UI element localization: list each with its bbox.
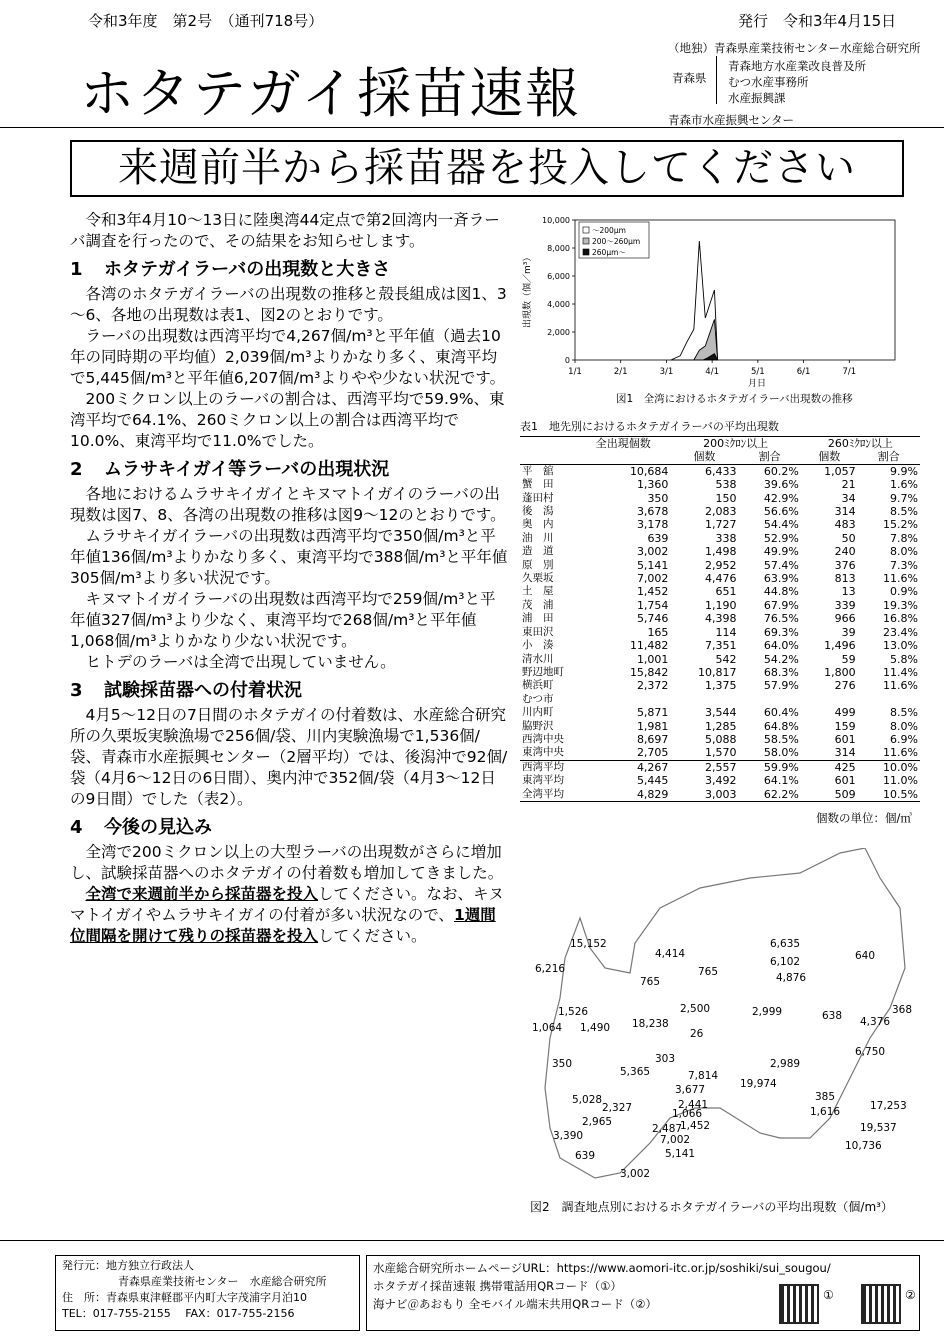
cell-r200: 64.1% [763,774,799,788]
footer-links [366,1255,920,1331]
map-station-value: 303 [655,1053,676,1065]
cell-r200: 49.9% [763,545,799,559]
cell-c260: 50 [841,531,856,545]
cell-r260: 8.5% [890,706,918,720]
table-1-title: 表1 地先別におけるホタテガイラーバの平均出現数 [520,420,779,433]
map-station-value: 1,526 [558,1006,589,1018]
section-1-p3: 200ミクロン以上のラーバの割合は、西湾平均で59.9%、東湾平均で64.1%、260ミクロン以上の割合は西湾平均で10.0%、東湾平均で11.0%でした。 [70,390,505,450]
section-3-p1: 4月5～12日の7日間のホタテガイの付着数は、水産総合研究所の久栗坂実験漁場で256個/袋、川内実験漁場で1,536個/袋、青森市水産振興センター（2層平均）では、後潟沖で92個/袋（4月6～12日の6日間）、奥内沖で352個/袋（4月3～12日の9日間）でした（表2）。 [70,706,508,808]
cell-total: 165 [647,625,669,639]
cell-c260: 13 [841,585,856,599]
cell-total: 4,829 [576,788,670,802]
cell-r200: 58.0% [763,746,799,760]
cell-r200: 52.9% [763,531,799,545]
cell-c200: 1,285 [704,719,737,733]
cell-c260 [801,693,858,706]
th-ratio-260: 割合 [858,450,920,464]
publisher-org-3: 水産振興課 [728,91,786,105]
map-station-value: 640 [855,950,876,962]
cell-name: 脇野沢 [522,719,554,732]
chart-title: 図1 全湾におけるホタテガイラーバ出現数の推移 [616,393,853,405]
figure-2-map [520,848,920,1188]
cell-r200: 44.8% [763,585,799,599]
table-row [520,464,920,478]
cell-c200: 3,544 [704,706,737,720]
issue-number: 令和3年度 第2号 （通刊718号） [88,12,324,30]
section-4-p1: 全湾で200ミクロン以上の大型ラーバの出現数がさらに増加し、試験採苗器へのホタテガイの付着数も増加してきました。 [70,843,504,882]
section-1-p2: ラーバの出現数は西湾平均で4,267個/m³と平年値（過去10年の同時期の平均値）2,039個/m³よりかなり多く、東湾平均で5,445個/m³と平年値6,207個/m³よりやや少ない状況です。 [70,327,506,387]
cell-c260: 59 [841,652,856,666]
chart-xtick-label: 7/1 [842,367,857,377]
cell-c260: 483 [834,518,856,532]
chart-legend-swatch [583,227,589,233]
table-row [520,626,920,639]
cell-r200: 64.0% [763,639,799,653]
header-divider [0,127,944,128]
cell-total: 1,452 [636,585,669,599]
cell-total: 2,705 [636,746,669,760]
cell-name: 蓬田村 [522,491,554,504]
map-station-value: 385 [815,1091,836,1103]
table-row [520,666,920,679]
cell-c260: 601 [834,774,856,788]
cell-r200: 59.9% [738,760,800,774]
section-2-p3: キヌマトイガイラーバの出現数は西湾平均で259個/m³と平年値327個/m³より少なく、東湾平均で268個/m³と平年値1,068個/m³よりかなり少ない状況です。 [70,590,496,650]
cell-r200: 62.2% [738,788,800,802]
table-row [520,653,920,666]
section-4-p2: 全湾で来週前半から採苗器を投入してください。なお、キヌマトイガイやムラサキイガイの付着が多い状況なので、1週間位間隔を開けて残りの採苗器を投入してください。 [70,885,504,945]
map-station-value: 1,064 [532,1022,563,1034]
footer-phone: TEL：017-755-2155 FAX：017-755-2156 [62,1307,295,1320]
map-station-value: 2,989 [770,1058,801,1070]
qr-code-2-icon[interactable] [861,1284,901,1324]
chart-xtick-label: 4/1 [705,367,719,377]
cell-c260: 509 [801,788,858,802]
map-station-value: 1,066 [672,1108,703,1120]
table-row [520,746,920,760]
cell-c260: 314 [834,505,856,519]
cell-c260: 1,057 [824,464,856,478]
cell-c200: 4,398 [704,612,737,626]
newsletter-title: ホタテガイ採苗速報 [80,62,582,125]
cell-name: 土 屋 [522,585,554,598]
cell-total: 3,002 [636,545,669,559]
cell-total: 8,697 [636,732,669,746]
cell-c200: 542 [715,652,737,666]
cell-c260: 34 [841,491,856,505]
section-2-heading: 2 ムラサキイガイ等ラーバの出現状況 [70,459,390,480]
cell-c200 [670,693,738,706]
table-row [520,788,920,802]
table-row [520,679,920,692]
map-station-value: 2,999 [752,1006,783,1018]
table-row [520,518,920,531]
map-station-value: 5,365 [620,1066,651,1078]
publisher-city: 青森市水産振興センター [668,113,795,127]
cell-r260: 10.5% [858,788,920,802]
map-station-value: 2,327 [602,1102,633,1114]
publisher-pref: 青森県 [672,71,707,85]
section-1-heading: 1 ホタテガイラーバの出現数と大きさ [70,259,391,280]
footer-publisher-name: 青森県産業技術センター 水産総合研究所 [118,1275,327,1288]
map-station-value: 10,736 [845,1140,882,1152]
map-station-value: 3,390 [553,1130,584,1142]
th-ratio-200: 割合 [738,450,800,464]
cell-name: 西湾平均 [520,760,576,774]
cell-name: 小 湊 [522,639,554,652]
cell-c260: 813 [834,572,856,586]
cell-r260: 7.3% [890,558,918,572]
chart-ytick-label: 8,000 [547,244,570,253]
map-station-value: 18,238 [632,1018,669,1030]
cell-r200: 58.5% [763,732,799,746]
cell-c260: 1,800 [824,665,856,679]
cell-r200: 67.9% [763,598,799,612]
map-station-value: 1,616 [810,1106,841,1118]
map-station-value: 6,635 [770,938,801,950]
cell-c200: 150 [715,491,737,505]
table-row [520,720,920,733]
cell-r200 [738,693,800,706]
cell-r260: 19.3% [883,598,918,612]
map-station-value: 639 [575,1150,596,1162]
table-row [520,733,920,746]
th-count-260: 個数 [801,450,858,464]
cell-total: 5,871 [636,706,669,720]
map-station-value: 6,216 [535,963,566,975]
cell-name: 後 潟 [522,505,554,518]
cell-c200: 1,375 [704,679,737,693]
table-1-grid [520,436,920,802]
table-header-row [520,437,920,451]
cell-name: 原 別 [522,558,554,571]
cell-r200: 57.4% [763,558,799,572]
cell-total: 5,445 [636,774,669,788]
issue-date: 発行 令和3年4月15日 [738,12,897,30]
cell-r260: 0.9% [890,585,918,599]
map-station-value: 7,002 [660,1134,691,1146]
headline: 来週前半から採苗器を投入してください [70,140,904,197]
figure-1-chart [520,208,900,406]
table-row [520,572,920,585]
chart-ylabel: 出現数（個／m³） [523,252,533,328]
cell-r260: 8.5% [890,505,918,519]
map-station-value: 17,253 [870,1100,907,1112]
chart-xtick-label: 2/1 [613,367,628,377]
table-row [520,706,920,719]
map-station-value: 7,814 [688,1070,719,1082]
cell-c200: 4,476 [704,572,737,586]
cell-r260: 5.8% [890,652,918,666]
cell-c200: 538 [715,478,737,492]
cell-r200: 76.5% [763,612,799,626]
cell-total: 5,141 [636,558,669,572]
footer-qr-1-note: ホタテガイ採苗速報 携帯電話用QRコード（①） [373,1279,622,1293]
cell-total: 3,178 [636,518,669,532]
cell-r200: 64.8% [763,719,799,733]
cell-r200: 54.4% [763,518,799,532]
cell-r260: 11.6% [883,746,918,760]
cell-c260: 425 [801,760,858,774]
map-station-value: 6,102 [770,956,801,968]
cell-c200: 2,952 [704,558,737,572]
chart-legend-label: ～200μm [592,226,626,235]
cell-r260: 16.8% [883,612,918,626]
cell-total: 10,684 [629,464,669,478]
map-station-value: 3,677 [675,1084,706,1096]
map-station-value: 2,500 [680,1003,711,1015]
cell-c200: 2,083 [704,505,737,519]
footer-address: 住 所：青森県東津軽郡平内町大字茂浦字月泊10 [62,1291,307,1304]
map-station-value: 4,876 [776,972,807,984]
cell-r260: 11.4% [883,665,918,679]
map-station-value: 4,376 [860,1016,891,1028]
cell-c200: 6,433 [704,464,737,478]
cell-r260: 23.4% [883,625,918,639]
cell-r260: 1.6% [890,478,918,492]
cell-r200: 69.3% [763,625,799,639]
cell-total: 3,678 [636,505,669,519]
map-station-value: 350 [552,1058,573,1070]
cell-name: 東湾平均 [522,774,564,787]
section-4-heading: 4 今後の見込み [70,817,212,838]
cell-total: 2,372 [636,679,669,693]
footer-publisher-line: 発行元：地方独立行政法人 [62,1259,194,1272]
table-subheader-row [520,450,920,464]
map-station-value: 19,537 [860,1122,897,1134]
cell-total: 15,842 [629,665,669,679]
cell-c200: 2,557 [670,760,738,774]
qr-code-1-label: ① [823,1288,834,1302]
cell-total: 350 [647,491,669,505]
cell-c200: 114 [715,625,737,639]
cell-name: 茂 浦 [522,598,554,611]
chart-ytick-label: 2,000 [547,328,570,337]
cell-c260: 966 [834,612,856,626]
map-station-value: 5,028 [572,1094,603,1106]
cell-name: 清水川 [522,652,554,665]
cell-r260: 11.0% [883,774,918,788]
chart-ytick-label: 10,000 [542,216,570,225]
map-station-value: 5,141 [665,1148,696,1160]
map-station-value: 638 [822,1010,843,1022]
cell-r260: 10.0% [858,760,920,774]
table-row [520,612,920,625]
cell-name: 蟹 田 [522,478,554,491]
map-station-value: 1,490 [580,1022,611,1034]
article-body [70,210,510,947]
cell-c260: 39 [841,625,856,639]
cell-total: 7,002 [636,572,669,586]
cell-name: 油 川 [522,531,554,544]
cell-name: 久栗坂 [522,572,554,585]
table-row [520,639,920,652]
cell-total: 1,981 [636,719,669,733]
cell-c260: 159 [834,719,856,733]
table-1 [520,418,920,802]
cell-r260: 9.7% [890,491,918,505]
chart-legend-swatch [583,249,589,255]
cell-total: 11,482 [629,639,669,653]
figure-2-caption: 図2 調査地点別におけるホタテガイラーバの平均出現数（個/m³） [530,1200,893,1214]
cell-total [576,693,670,706]
footer-url[interactable]: 水産総合研究所ホームページURL：https://www.aomori-itc.or.jp/soshiki/sui_sougou/ [373,1261,831,1275]
cell-name: 平 舘 [522,464,554,477]
table-1-unit: 個数の単位：個/㎥ [816,811,912,825]
publisher-org-2: むつ水産事務所 [728,75,809,89]
cell-r200: 42.9% [763,491,799,505]
cell-r260: 8.0% [890,719,918,733]
qr-code-2-label: ② [905,1288,916,1302]
section-2-p4: ヒトデのラーバは全湾で出現していません。 [85,653,396,671]
cell-total: 1,360 [636,478,669,492]
chart-legend-swatch [583,238,589,244]
table-row [520,545,920,558]
cell-c200: 1,570 [704,746,737,760]
map-station-value: 15,152 [570,938,607,950]
cell-total: 5,746 [636,612,669,626]
cell-total: 639 [647,531,669,545]
cell-c260: 21 [841,478,856,492]
cell-name: 西湾中央 [522,732,564,745]
section-2-p1: 各地におけるムラサキイガイとキヌマトイガイのラーバの出現数は図7、8、各湾の出現数の推移は図9～12のとおりです。 [70,485,506,524]
chart-xtick-label: 6/1 [796,367,811,377]
table-row [520,693,920,706]
cell-r260: 8.0% [890,545,918,559]
section-2-p2: ムラサキイガイラーバの出現数は西湾平均で350個/m³と平年値136個/m³よりかなり多く、東湾平均で388個/m³と平年値305個/m³より多い状況です。 [70,527,508,587]
cell-r200: 63.9% [763,572,799,586]
cell-c200: 1,190 [704,598,737,612]
cell-name: 造 道 [522,545,554,558]
map-station-value: 4,414 [655,948,686,960]
map-station-value: 1,452 [680,1120,711,1132]
cell-c260: 499 [834,706,856,720]
cell-name: 横浜町 [522,679,554,692]
publisher-main: （地独）青森県産業技術センター水産総合研究所 [668,41,921,55]
chart-xtick-label: 3/1 [659,367,674,377]
table-row [520,585,920,598]
cell-c200: 7,351 [704,639,737,653]
cell-r260 [858,693,920,706]
cell-r200: 39.6% [763,478,799,492]
cell-c200: 3,492 [704,774,737,788]
cell-name: 東湾中央 [522,746,564,759]
chart-xlabel: 月日 [748,379,767,389]
map-station-value: 2,487 [652,1123,683,1135]
footer-publisher [55,1255,360,1331]
cell-c260: 276 [834,679,856,693]
table-row [520,505,920,518]
table-row [520,492,920,505]
publisher-org-1: 青森地方水産業改良普及所 [728,59,866,73]
table-row [520,774,920,787]
chart-ytick-label: 0 [564,356,570,365]
cell-name: むつ市 [522,692,554,705]
map-station-value: 2,965 [582,1116,613,1128]
chart-xtick-label: 5/1 [751,367,765,377]
map-station-value: 6,750 [855,1046,886,1058]
map-station-value: 765 [640,976,661,988]
cell-total: 1,001 [636,652,669,666]
cell-r260: 7.8% [890,531,918,545]
table-row [520,599,920,612]
cell-total: 1,754 [636,598,669,612]
cell-r200: 60.2% [763,464,799,478]
cell-c260: 339 [834,598,856,612]
chart-legend-label: 200～260μm [592,237,641,246]
map-station-value: 3,002 [620,1168,651,1180]
th-200: 200ﾐｸﾛﾝ以上 [670,437,800,451]
cell-c260: 376 [834,558,856,572]
section-1-p1: 各湾のホタテガイラーバの出現数の推移と殻長組成は図1、3～6、各地の出現数は表1、図2のとおりです。 [70,285,507,324]
map-station-value: 765 [698,966,719,978]
chart-xtick-label: 1/1 [568,367,582,377]
cell-c200: 1,498 [704,545,737,559]
cell-c260: 240 [834,545,856,559]
cell-c200: 651 [715,585,737,599]
map-station-value: 26 [690,1028,704,1040]
cell-c200: 338 [715,531,737,545]
cell-c200: 10,817 [697,665,737,679]
cell-r200: 54.2% [763,652,799,666]
cell-r260: 11.6% [883,679,918,693]
qr-code-1-icon[interactable] [779,1284,819,1324]
cell-r200: 60.4% [763,706,799,720]
cell-name: 東田沢 [522,625,554,638]
footer-qr-2-note: 海ナビ＠あおもり 全モバイル端末共用QRコード（②） [373,1297,658,1311]
cell-r260: 15.2% [883,518,918,532]
cell-r200: 56.6% [763,505,799,519]
cell-r260: 13.0% [883,639,918,653]
th-total: 全出現個数 [576,437,670,451]
org-bracket [716,56,717,104]
th-260: 260ﾐｸﾛﾝ以上 [801,437,920,451]
map-station-value: 368 [892,1004,913,1016]
cell-r260: 11.6% [883,572,918,586]
cell-r260: 9.9% [890,464,918,478]
cell-c260: 1,496 [824,639,856,653]
table-row [520,559,920,572]
chart-ytick-label: 4,000 [547,300,570,309]
cell-r260: 6.9% [890,732,918,746]
chart-ytick-label: 6,000 [547,272,570,281]
chart-legend-label: 260μm～ [592,248,626,257]
cell-r200: 68.3% [763,665,799,679]
map-station-value: 2,441 [678,1099,709,1111]
map-station-value: 19,974 [740,1078,777,1090]
intro-paragraph: 令和3年4月10～13日に陸奥湾44定点で第2回湾内一斉ラーバ調査を行ったので、その結果をお知らせします。 [70,211,500,250]
footer-divider [0,1240,944,1241]
cell-name: 野辺地町 [522,665,564,678]
section-3-heading: 3 試験採苗器への付着状況 [70,680,302,701]
table-row [520,760,920,774]
th-count-200: 個数 [670,450,738,464]
cell-total: 4,267 [576,760,670,774]
cell-c200: 1,727 [704,518,737,532]
table-row [520,478,920,491]
table-row [520,532,920,545]
cell-name: 浦 田 [522,612,554,625]
cell-c200: 3,003 [670,788,738,802]
cell-r200: 57.9% [763,679,799,693]
cell-c260: 601 [834,732,856,746]
cell-name: 奥 内 [522,518,554,531]
cell-name: 川内町 [522,706,554,719]
cell-c260: 314 [834,746,856,760]
cell-name: 全湾平均 [520,788,576,802]
cell-c200: 5,088 [704,732,737,746]
